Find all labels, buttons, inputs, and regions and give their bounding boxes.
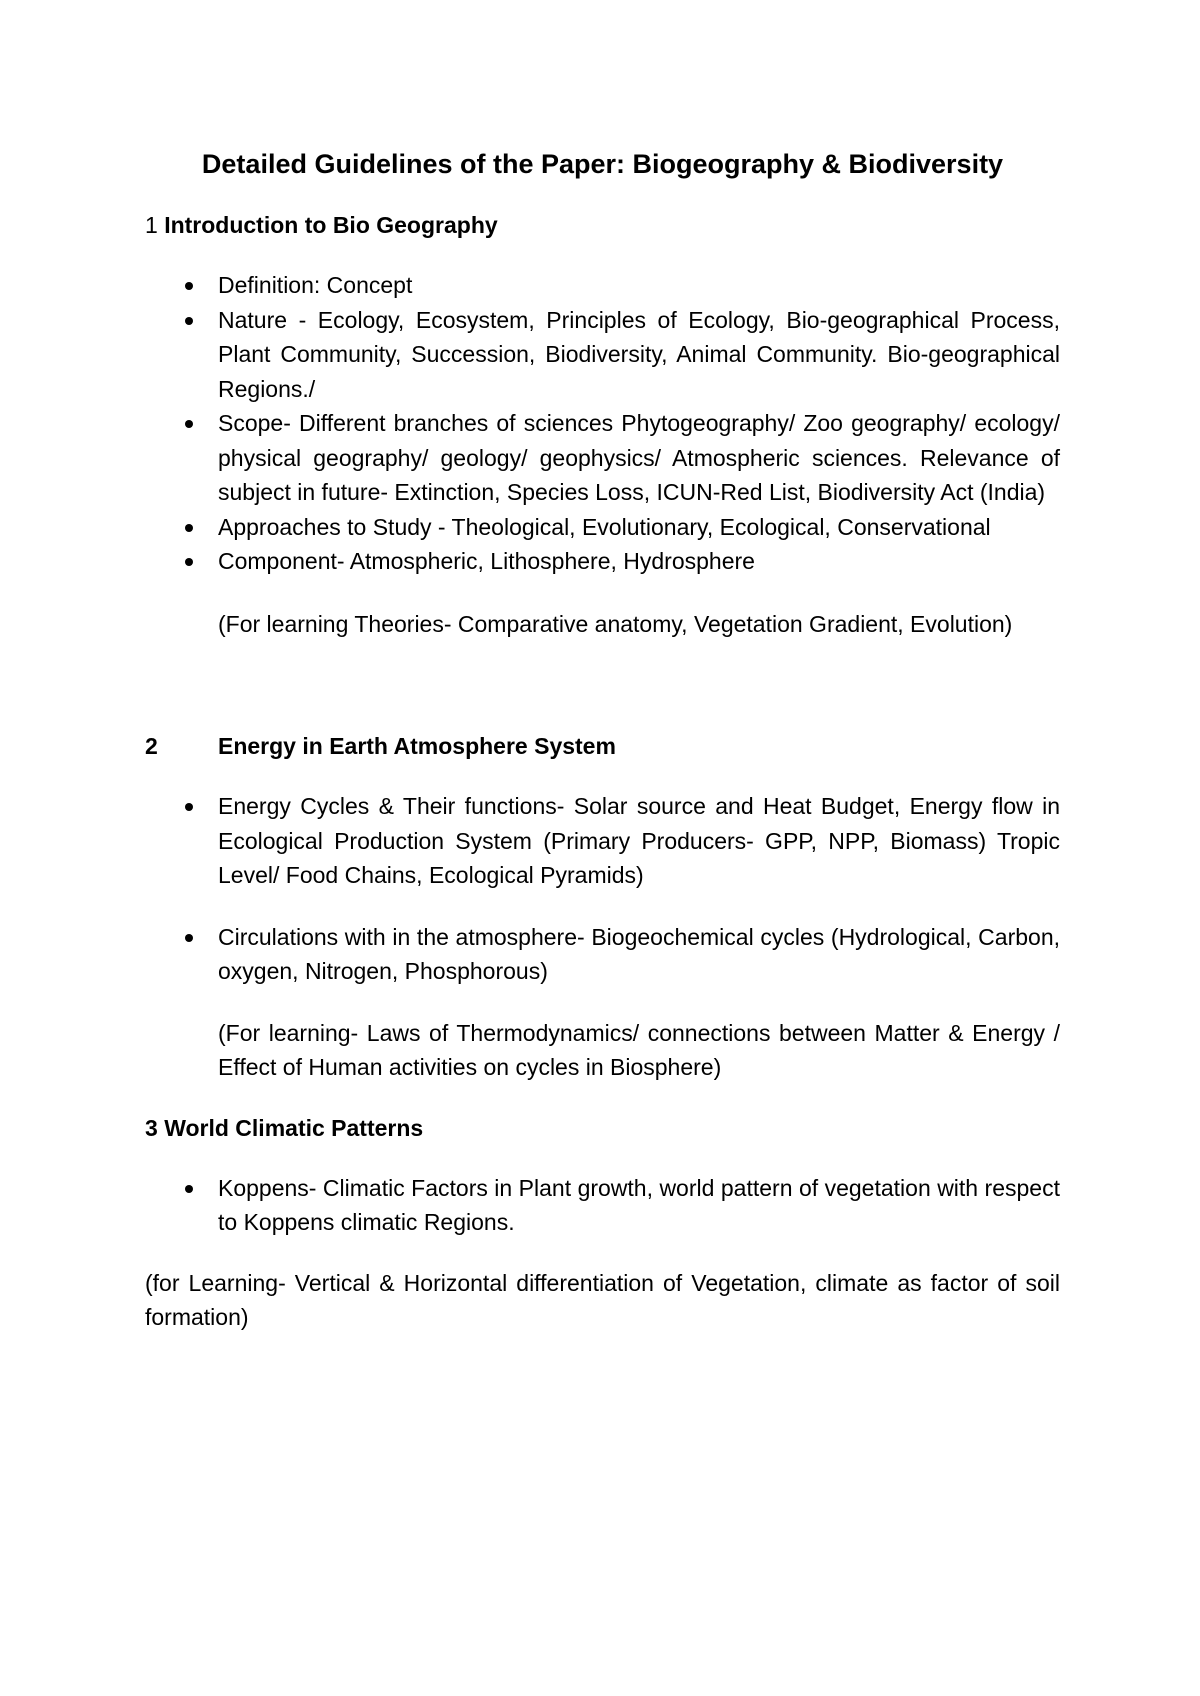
section-3-note: (for Learning- Vertical & Horizontal differentiation of Vegetation, climate as factor of soil formation) [145, 1269, 1060, 1330]
list-item: Scope- Different branches of sciences Phytogeography/ Zoo geography/ ecology/ physical geography/ geology/ geophysics/ Atmospheric sciences. Relevance of subject in future- Extinction, Species Loss, ICUN-Red List, Biodiversity Act (India) [145, 406, 1060, 510]
list-item: Approaches to Study - Theological, Evolutionary, Ecological, Conservational [145, 510, 1060, 545]
section-1-title: Introduction to Bio Geography [164, 212, 498, 238]
section-1-note: (For learning Theories- Comparative anatomy, Vegetation Gradient, Evolution) [218, 610, 1013, 637]
list-item: Koppens- Climatic Factors in Plant growth, world pattern of vegetation with respect to Koppens climatic Regions. [145, 1171, 1060, 1240]
section-1-heading [145, 208, 1060, 242]
section-3-title: World Climatic Patterns [164, 1114, 424, 1141]
section-2-list [145, 789, 1060, 989]
list-item: Definition: Concept [145, 268, 1060, 303]
list-item: Nature - Ecology, Ecosystem, Principles of Ecology, Bio-geographical Process, Plant Community, Succession, Biodiversity, Animal Community. Bio-geographical Regions./ [145, 303, 1060, 407]
section-2-note: (For learning- Laws of Thermodynamics/ connections between Matter & Energy / Effect of Human activities on cycles in Biosphere) [218, 1019, 1060, 1080]
document-title: Detailed Guidelines of the Paper: Biogeography & Biodiversity [201, 149, 1004, 179]
section-1-list [145, 268, 1060, 579]
list-item: Component- Atmospheric, Lithosphere, Hydrosphere [145, 544, 1060, 579]
section-3-number: 3 [145, 1114, 158, 1141]
list-item: Energy Cycles & Their functions- Solar source and Heat Budget, Energy flow in Ecological Production System (Primary Producers- GPP, NPP, Biomass) Tropic Level/ Food Chains, Ecological Pyramids) [145, 789, 1060, 893]
section-2-title: Energy in Earth Atmosphere System [218, 733, 616, 759]
list-item: Circulations with in the atmosphere- Biogeochemical cycles (Hydrological, Carbon, oxygen, Nitrogen, Phosphorous) [145, 920, 1060, 989]
section-1-number: 1 [145, 212, 158, 238]
section-3-list [145, 1171, 1060, 1240]
document-body [145, 146, 1060, 1335]
section-2-number: 2 [145, 733, 158, 759]
section-2-heading [145, 729, 1060, 763]
section-3-heading [145, 1111, 1060, 1145]
